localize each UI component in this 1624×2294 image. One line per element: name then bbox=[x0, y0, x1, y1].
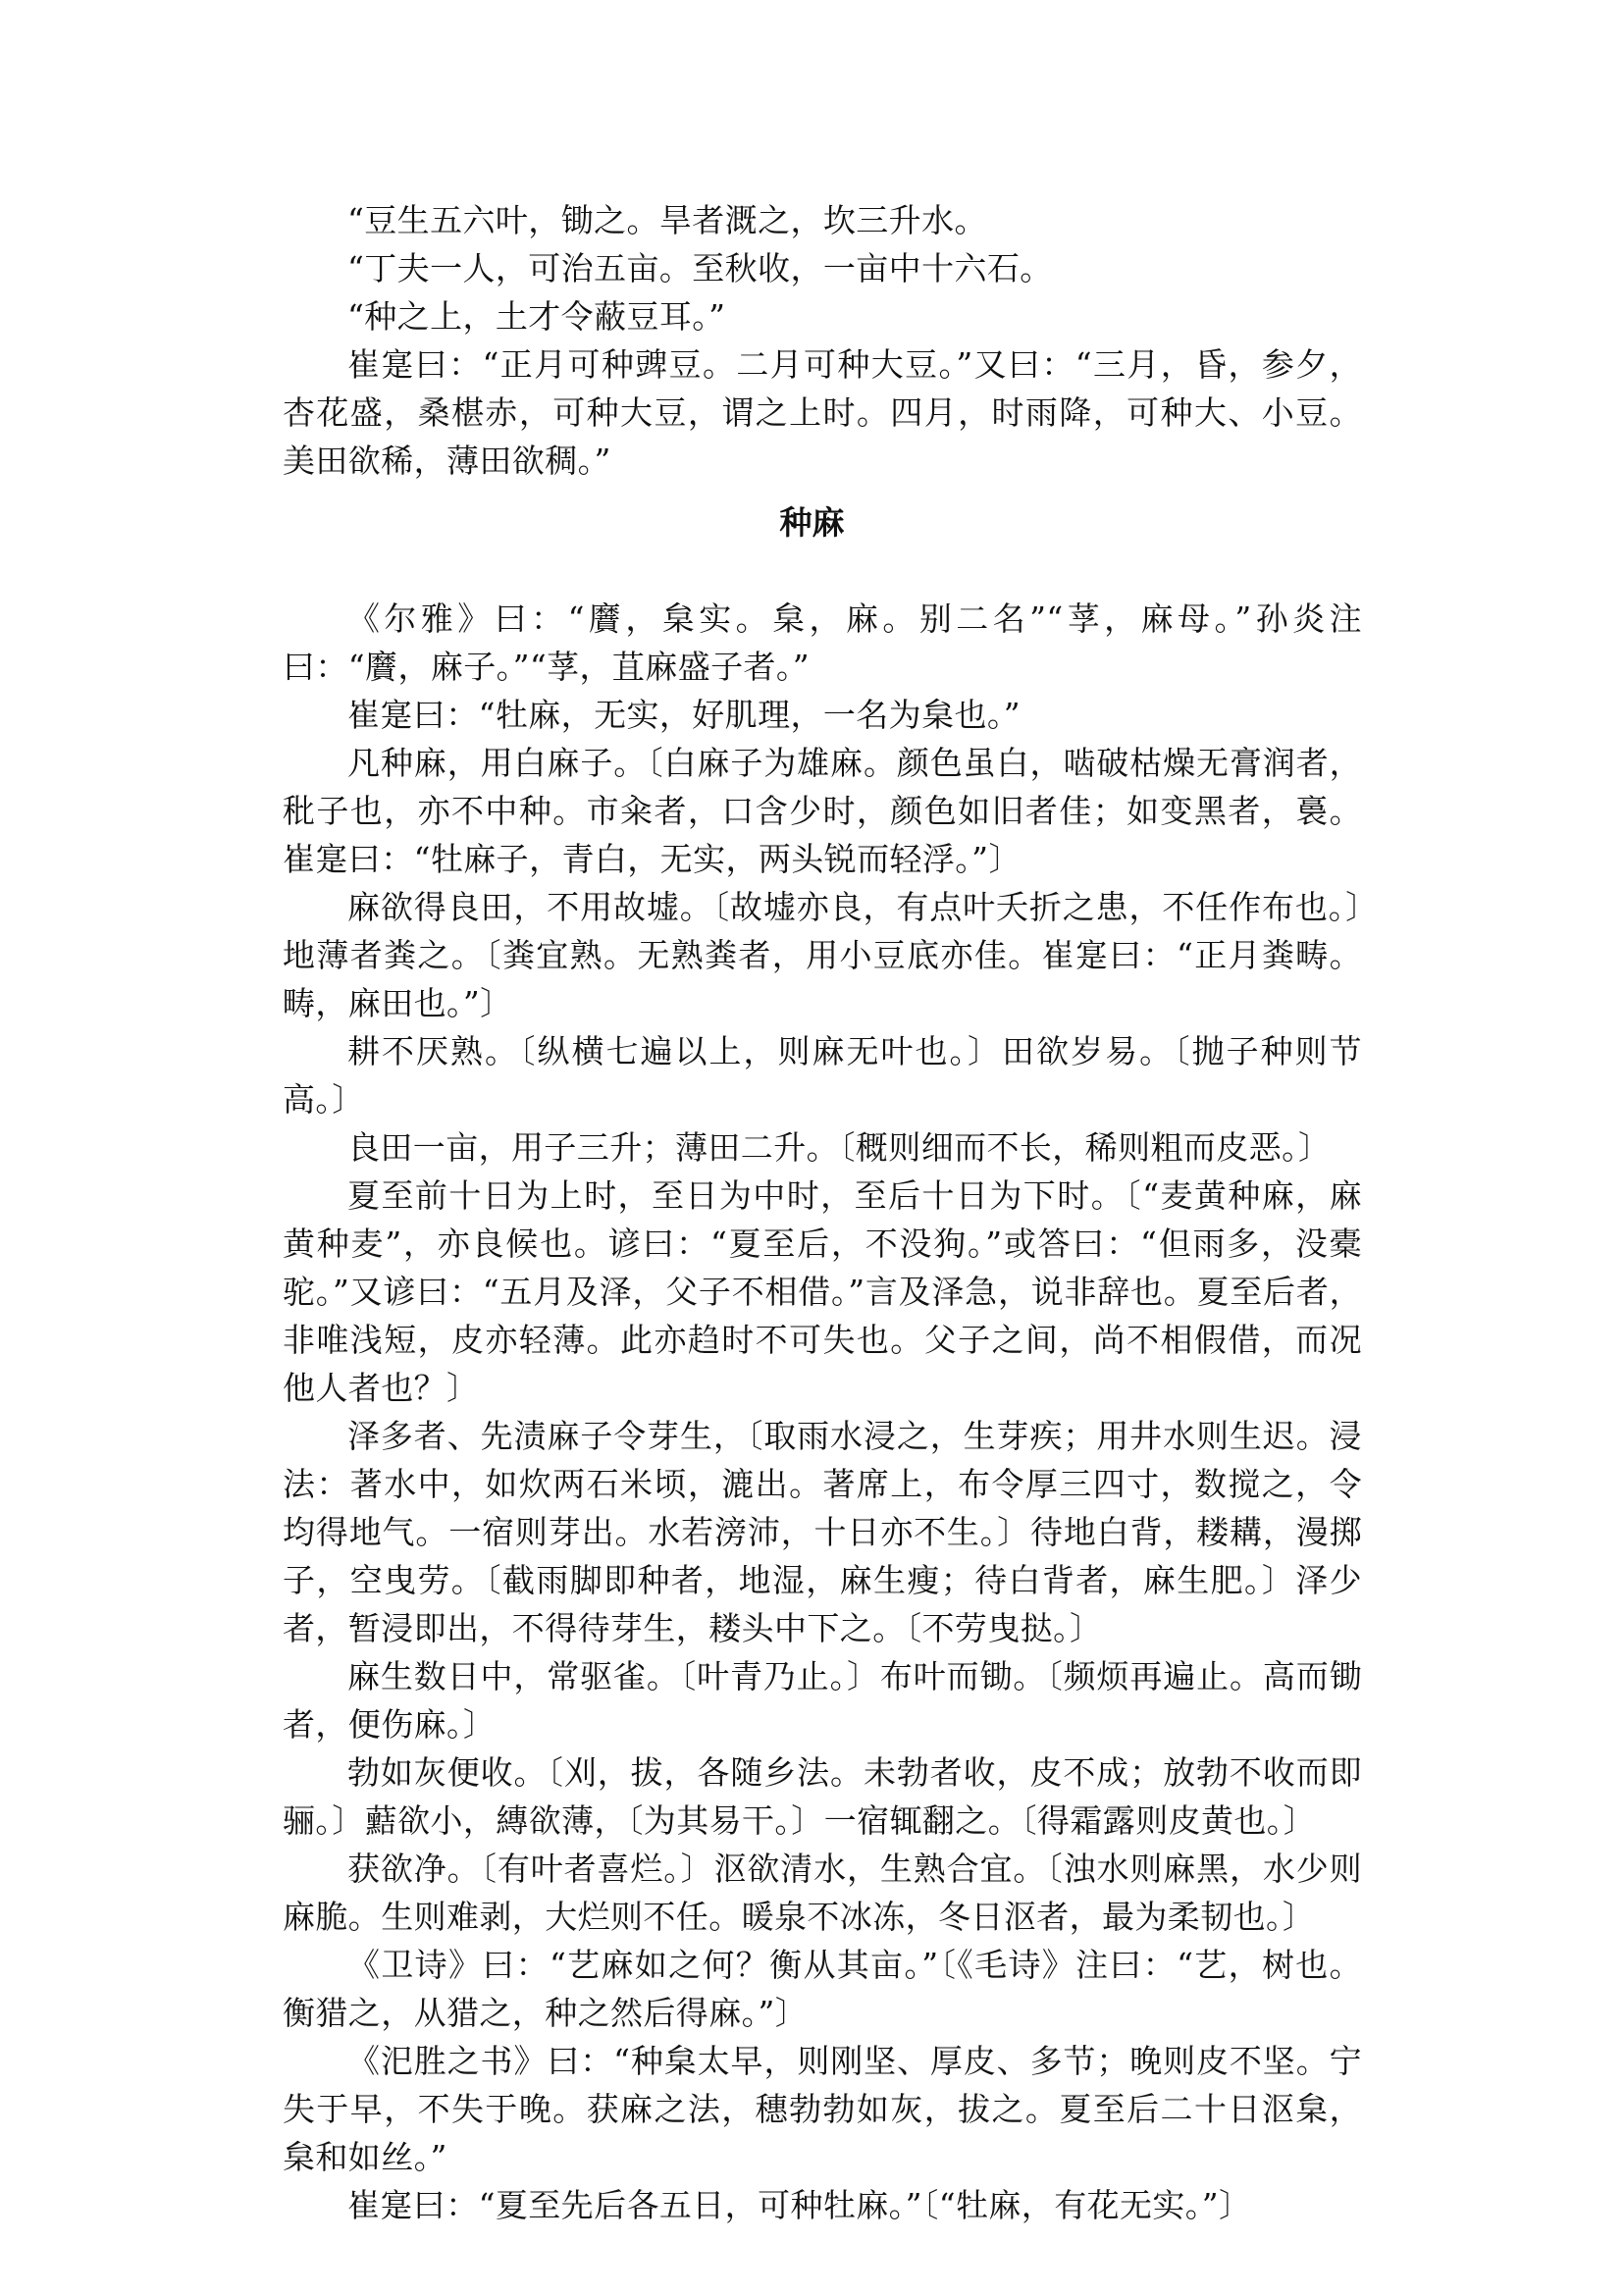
section-title: 种麻 bbox=[779, 503, 845, 542]
paragraph: 获欲净。〔有叶者喜烂。〕沤欲清水，生熟合宜。〔浊水则麻黑，水少则麻脆。生则难剥，大烂则不任。暖泉不冰冻，冬日沤者，最为柔韧也。〕 bbox=[283, 1850, 1362, 1936]
paragraph: 崔寔曰：“牡麻，无实，好肌理，一名为枲也。” bbox=[347, 696, 1022, 734]
paragraph: 良田一亩，用子三升；薄田二升。〔穊则细而不长，稀则粗而皮恶。〕 bbox=[347, 1128, 1332, 1167]
paragraph: “丁夫一人，可治五亩。至秋收，一亩中十六石。 bbox=[347, 249, 1053, 287]
paragraph: “豆生五六叶，锄之。旱者溉之，坎三升水。 bbox=[347, 201, 987, 239]
paragraph: 夏至前十日为上时，至日为中时，至后十日为下时。〔“麦黄种麻，麻黄种麦”，亦良候也。谚曰：“夏至后，不没狗。”或答曰：“但雨多，没橐驼。”又谚曰：“五月及泽，父子不相借。”言及泽急，说非辞也。夏至后者，非唯浅短，皮亦轻薄。此亦趋时不可失也。父子之间，尚不相假借，而况他人者也？〕 bbox=[283, 1176, 1362, 1407]
paragraph: 崔寔曰：“正月可种豍豆。二月可种大豆。”又曰：“三月，昏，参夕，杏花盛，桑椹赤，可种大豆，谓之上时。四月，时雨降，可种大、小豆。美田欲稀，薄田欲稠。” bbox=[283, 345, 1362, 480]
paragraph: 凡种麻，用白麻子。〔白麻子为雄麻。颜色虽白，啮破枯燥无膏润者，秕子也，亦不中种。市籴者，口含少时，颜色如旧者佳；如变黑者，裛。崔寔曰：“牡麻子，青白，无实，两头锐而轻浮。”〕 bbox=[283, 744, 1362, 878]
paragraph: 《汜胜之书》曰：“种枲太早，则刚坚、厚皮、多节；晚则皮不坚。宁失于早，不失于晚。获麻之法，穗勃勃如灰，拔之。夏至后二十日沤枲，枲和如丝。” bbox=[283, 2042, 1362, 2176]
paragraph: “种之上，土才令蔽豆耳。” bbox=[347, 297, 726, 336]
paragraph: 耕不厌熟。〔纵横七遍以上，则麻无叶也。〕田欲岁易。〔抛子种则节高。〕 bbox=[283, 1032, 1362, 1119]
paragraph: 勃如灰便收。〔刈，拔，各随乡法。未勃者收，皮不成；放勃不收而即骊。〕䕸欲小，縳欲薄，〔为其易干。〕一宿辄翻之。〔得霜露则皮黄也。〕 bbox=[283, 1753, 1362, 1840]
paragraph: 麻欲得良田，不用故墟。〔故墟亦良，有点叶夭折之患，不任作布也。〕地薄者粪之。〔粪宜熟。无熟粪者，用小豆底亦佳。崔寔曰：“正月粪畴。畴，麻田也。”〕 bbox=[283, 888, 1362, 1022]
paragraph: 崔寔曰：“夏至先后各五日，可种牡麻。”〔“牡麻，有花无实。”〕 bbox=[347, 2186, 1252, 2224]
body-text-block bbox=[283, 595, 1362, 2229]
top-text-block bbox=[283, 196, 1362, 485]
paragraph: 《卫诗》曰：“艺麻如之何？衡从其亩。”〔《毛诗》注曰：“艺，树也。衡猎之，从猎之，种之然后得麻。”〕 bbox=[283, 1946, 1362, 2032]
paragraph: 《尔雅》曰：“黂，枲实。枲，麻。别二名”“莩，麻母。”孙炎注曰：“黂，麻子。”“莩，苴麻盛子者。” bbox=[283, 600, 1362, 686]
paragraph: 麻生数日中，常驱雀。〔叶青乃止。〕布叶而锄。〔频烦再遍止。高而锄者，便伤麻。〕 bbox=[283, 1657, 1362, 1744]
paragraph: 泽多者、先渍麻子令芽生，〔取雨水浸之，生芽疾；用井水则生迟。浸法：著水中，如炊两石米顷，漉出。著席上，布令厚三四寸，数搅之，令均得地气。一宿则芽出。水若滂沛，十日亦不生。〕待地白背，耧耩，漫掷子，空曳劳。〔截雨脚即种者，地湿，麻生瘦；待白背者，麻生肥。〕泽少者，暂浸即出，不得待芽生，耧头中下之。〔不劳曳挞。〕 bbox=[283, 1417, 1362, 1647]
